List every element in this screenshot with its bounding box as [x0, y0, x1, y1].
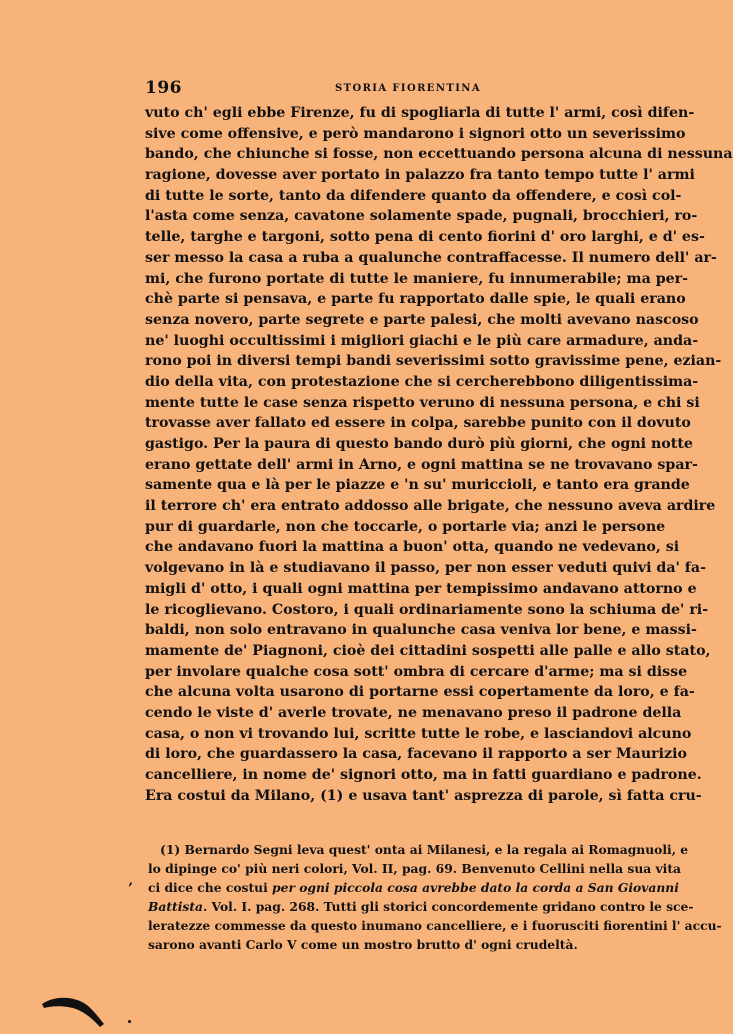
- text-line: ne' luoghi occultissimi i migliori giachi e le più care armadure, anda-: [145, 332, 699, 349]
- text-line: baldi, non solo entravano in qualunche casa veniva lor bene, e massi-: [145, 622, 697, 639]
- text-line: sive come offensive, e però mandarono i signori otto un severissimo: [145, 125, 686, 142]
- text-line: cendo le viste d' averle trovate, ne menavano preso il padrone della: [145, 704, 682, 721]
- text-line: mamente de' Piagnoni, cioè dei cittadini sospetti alle palle e allo stato,: [145, 642, 711, 659]
- text-line: di tutte le sorte, tanto da difendere quanto da offendere, e così col-: [145, 187, 682, 204]
- footnote-line: sarono avanti Carlo V come un mostro brutto d' ogni crudeltà.: [148, 937, 578, 952]
- page-header: [145, 78, 657, 98]
- main-text: [145, 103, 733, 806]
- text-line: volgevano in là e studiavano il passo, per non esser veduti quivi da' fa-: [145, 560, 706, 577]
- text-line: mente tutte le case senza rispetto veruno di nessuna persona, e chi si: [145, 394, 700, 411]
- text-line: gastigo. Per la paura di questo bando durò più giorni, che ogni notte: [145, 436, 693, 452]
- text-line: per involare qualche cosa sott' ombra di cercare d'arme; ma si disse: [145, 663, 688, 680]
- text-line: ragione, dovesse aver portato in palazzo fra tanto tempo tutte l' armi: [145, 167, 695, 184]
- footnote-text: ci dice che costui: [148, 880, 273, 895]
- text-line: telle, targhe e targoni, sotto pena di cento fiorini d' oro larghi, e d' es-: [145, 229, 705, 246]
- text-line: vuto ch' egli ebbe Firenze, fu di spogliarla di tutte l' armi, così difen-: [145, 105, 695, 121]
- text-line: Era costui da Milano, (1) e usava tant' asprezza di parole, sì fatta cru-: [145, 787, 702, 804]
- text-line: dio della vita, con protestazione che si cercherebbono diligentissima-: [145, 373, 699, 390]
- footnote-line: [148, 897, 694, 916]
- ink-blot-icon: [40, 990, 110, 1030]
- footnote-line: lo dipinge co' più neri colori, Vol. II, pag. 69. Benvenuto Cellini nella sua vita: [148, 861, 681, 876]
- text-line: che andavano fuori la mattina a buon' otta, quando ne vedevano, si: [145, 539, 680, 556]
- page-number: 196: [145, 78, 182, 98]
- text-line: chè parte si pensava, e parte fu rapportato dalle spie, le quali erano: [145, 291, 686, 308]
- footnote-line: [148, 878, 679, 897]
- text-line: rono poi in diversi tempi bandi severissimi sotto gravissime pene, ezian-: [145, 353, 722, 370]
- footnote-line: leratezze commesse da questo inumano cancelliere, e i fuorusciti fiorentini l' accu-: [148, 918, 722, 933]
- stray-ink-mark: ’: [128, 881, 133, 897]
- text-line: di loro, che guardassero la casa, facevano il rapporto a ser Maurizio: [145, 746, 687, 763]
- text-line: il terrore ch' era entrato addosso alle brigate, che nessuno aveva ardire: [145, 498, 716, 515]
- text-line: che alcuna volta usarono di portarne essi copertamente da loro, e fa-: [145, 684, 695, 701]
- footnote-line: (1) Bernardo Segni leva quest' onta ai Milanesi, e la regala ai Romagnuoli, e: [160, 842, 689, 857]
- text-line: senza novero, parte segrete e parte palesi, che molti avevano nascoso: [145, 311, 699, 328]
- footnote-quote: per ogni piccola cosa avrebbe dato la corda a San Giovanni: [272, 880, 679, 895]
- text-line: mi, che furono portate di tutte le maniere, fu innumerabile; ma per-: [145, 270, 689, 287]
- stray-dot: [128, 1020, 131, 1023]
- text-line: bando, che chiunche si fosse, non eccettuando persona alcuna di nessuna: [145, 146, 733, 163]
- text-line: migli d' otto, i quali ogni mattina per tempissimo andavano attorno e: [145, 580, 697, 597]
- text-line: ser messo la casa a ruba a qualunche contraffacesse. Il numero dell' ar-: [145, 249, 717, 266]
- text-line: casa, o non vi trovando lui, scritte tutte le robe, e lasciandovi alcuno: [145, 725, 692, 742]
- running-title: STORIA FIORENTINA: [335, 83, 481, 94]
- text-line: pur di guardarle, non che toccarle, o portarle via; anzi le persone: [145, 518, 666, 535]
- text-line: erano gettate dell' armi in Arno, e ogni mattina se ne trovavano spar-: [145, 456, 698, 473]
- text-line: trovasse aver fallato ed essere in colpa, sarebbe punito con il dovuto: [145, 415, 691, 432]
- text-line: samente qua e là per le piazze e 'n su' muriccioli, e tanto era grande: [145, 477, 690, 494]
- footnote-text: Vol. I. pag. 268. Tutti gli storici concordemente gridano contro le sce-: [207, 899, 694, 914]
- text-line: l'asta come senza, cavatone solamente spade, pugnali, brocchieri, ro-: [145, 208, 698, 225]
- footnote: [148, 840, 722, 954]
- text-line: le ricoglievano. Costoro, i quali ordinariamente sono la schiuma de' ri-: [145, 601, 709, 618]
- text-line: cancelliere, in nome de' signori otto, ma in fatti guardiano e padrone.: [145, 767, 702, 783]
- footnote-quote: Battista.: [148, 899, 208, 914]
